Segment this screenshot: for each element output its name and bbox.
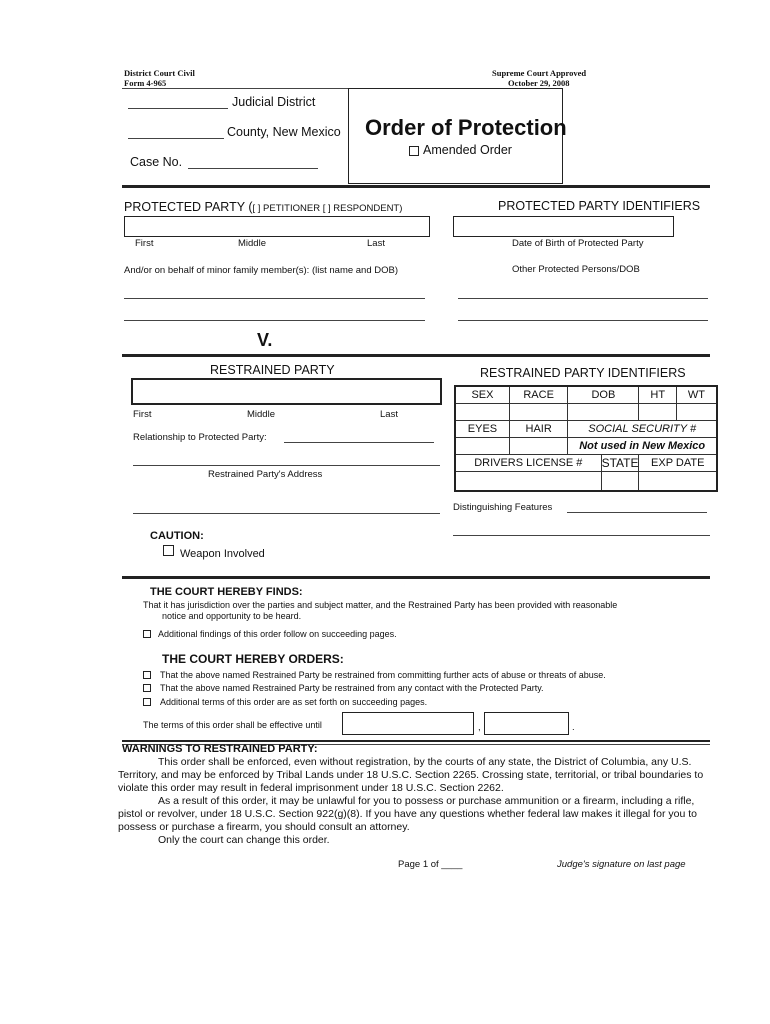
warning-paragraph: Only the court can change this order.	[158, 834, 330, 846]
others-line-2[interactable]	[458, 320, 708, 321]
relationship-line[interactable]	[284, 442, 434, 443]
dl-cell[interactable]	[455, 472, 601, 492]
features-label: Distinguishing Features	[453, 502, 553, 513]
protected-name-field[interactable]	[124, 216, 430, 237]
approved-label: Supreme Court Approved	[492, 68, 587, 78]
exp-cell[interactable]	[639, 472, 717, 492]
features-line-1[interactable]	[567, 512, 707, 513]
address-line-1[interactable]	[133, 465, 440, 466]
orders-heading: THE COURT HEREBY ORDERS:	[162, 652, 344, 666]
warnings-text	[118, 756, 714, 847]
effective-year-field[interactable]	[484, 712, 569, 735]
warning-paragraph: This order shall be enforced, even without registration, by the courts of any state, the District of Columbia, any U.S. Territory, and may be enforced by Tribal Lands under 18 U.S.C. Section 2265. Crossing state, territorial, or tribal boundaries to violate this order may result in federal imprisonment under 18 U.S.C. Section 2262.	[118, 756, 704, 794]
amended-label: Amended Order	[423, 143, 512, 157]
features-line-2[interactable]	[453, 535, 710, 536]
additional-findings-checkbox[interactable]	[143, 630, 151, 638]
page-number: Page 1 of ____	[398, 859, 463, 870]
other-persons-label: Other Protected Persons/DOB	[512, 264, 640, 275]
wt-header: WT	[676, 386, 717, 404]
order-item: That the above named Restrained Party be restrained from any contact with the Protected Party.	[160, 683, 544, 693]
form-number: Form 4-965	[124, 78, 167, 88]
restrained-identifiers-heading: RESTRAINED PARTY IDENTIFIERS	[480, 366, 686, 380]
minor-members-label: And/or on behalf of minor family member(s): (list name and DOB)	[124, 265, 399, 276]
approved-date: October 29, 2008	[508, 78, 570, 88]
ssn-header: SOCIAL SECURITY #	[568, 421, 717, 438]
wt-cell[interactable]	[676, 404, 717, 421]
order-checkbox-2[interactable]	[143, 684, 151, 692]
form-title: Order of Protection	[365, 115, 567, 140]
protected-identifiers-heading: PROTECTED PARTY IDENTIFIERS	[498, 199, 701, 213]
others-line-1[interactable]	[458, 298, 708, 299]
effective-date-field[interactable]	[342, 712, 474, 735]
judicial-district-label: Judicial District	[232, 95, 316, 109]
finds-text-2: notice and opportunity to be heard.	[162, 611, 302, 621]
effective-until-label: The terms of this order shall be effective until	[143, 720, 322, 730]
exp-header: EXP DATE	[639, 455, 717, 472]
restrained-name-field[interactable]	[131, 378, 442, 405]
address-line-2[interactable]	[133, 513, 440, 514]
weapon-checkbox[interactable]	[163, 545, 174, 556]
dl-header: DRIVERS LICENSE #	[455, 455, 601, 472]
hair-cell[interactable]	[509, 438, 567, 455]
race-header: RACE	[509, 386, 567, 404]
order-item: That the above named Restrained Party be restrained from committing further acts of abuse or threats of abuse.	[160, 670, 606, 680]
dob-label: Date of Birth of Protected Party	[512, 238, 644, 249]
warnings-heading: WARNINGS TO RESTRAINED PARTY:	[122, 743, 318, 755]
minor-line-2[interactable]	[124, 320, 425, 321]
ht-cell[interactable]	[639, 404, 677, 421]
dob-cell[interactable]	[568, 404, 639, 421]
first-label: First	[133, 409, 152, 420]
restrained-party-heading: RESTRAINED PARTY	[210, 363, 335, 377]
state-cell[interactable]	[601, 472, 639, 492]
eyes-header: EYES	[455, 421, 509, 438]
eyes-cell[interactable]	[455, 438, 509, 455]
dob-header: DOB	[568, 386, 639, 404]
weapon-label: Weapon Involved	[180, 548, 265, 560]
middle-label: Middle	[238, 238, 266, 249]
finds-text: That it has jurisdiction over the parties and subject matter, and the Restrained Party has been provided with reasonable	[143, 600, 618, 610]
relationship-label: Relationship to Protected Party:	[133, 432, 267, 443]
order-checkbox-3[interactable]	[143, 698, 151, 706]
additional-findings-label: Additional findings of this order follow on succeeding pages.	[158, 629, 397, 639]
case-no-label: Case No.	[130, 155, 183, 169]
ssn-note: Not used in New Mexico	[568, 438, 717, 455]
last-label: Last	[380, 409, 398, 420]
order-checkbox-1[interactable]	[143, 671, 151, 679]
state-header: STATE	[601, 456, 639, 470]
middle-label: Middle	[247, 409, 275, 420]
court-label: District Court Civil	[124, 68, 195, 78]
versus: V.	[257, 330, 273, 350]
finds-heading: THE COURT HEREBY FINDS:	[150, 586, 303, 598]
protected-dob-field[interactable]	[453, 216, 674, 237]
hair-header: HAIR	[509, 421, 567, 438]
address-label: Restrained Party's Address	[208, 469, 323, 480]
identifiers-table	[454, 385, 718, 492]
sex-cell[interactable]	[455, 404, 509, 421]
race-cell[interactable]	[509, 404, 567, 421]
protected-party-heading: PROTECTED PARTY ([ ] PETITIONER [ ] RESPONDENT)	[124, 200, 403, 214]
caution-heading: CAUTION:	[150, 530, 204, 542]
last-label: Last	[367, 238, 385, 249]
signature-note: Judge's signature on last page	[557, 859, 686, 870]
county-label: County, New Mexico	[227, 125, 341, 139]
ht-header: HT	[639, 386, 677, 404]
warning-paragraph: As a result of this order, it may be unlawful for you to possess or purchase ammunition or a firearm, including a rifle, pistol or revolver, under 18 U.S.C. Section 922(g)(8). If you have any questions whether federal law makes it illegal for you to possess or purchase a firearm, you should consult an attorney.	[118, 795, 697, 833]
order-item: Additional terms of this order are as set forth on succeeding pages.	[160, 697, 428, 707]
amended-checkbox[interactable]	[409, 146, 419, 156]
first-label: First	[135, 238, 154, 249]
sex-header: SEX	[455, 386, 509, 404]
minor-line-1[interactable]	[124, 298, 425, 299]
order-of-protection-page: District Court Civil Form 4-965 Supreme Court Approved October 29, 2008 Judicial District County, New Mexico Case No. Order of Protection Amended Order PROTECTED PARTY ([ ] PETITIONER [ ] RESPONDENT) First Middle Last PROTECTED PARTY IDENTIFIERS Date of Birth of Protected Party And/or on behalf of minor family member(s): (list name and DOB) Other Protected Persons/DOB V. RESTRAINED PARTY First Middle Last Relationship to Protected Party: Restrained Party's Address RESTRAINED PARTY IDENTIFIERS SEX RACE DOB HT WT EYES HAIR SOCIAL SECURITY # Not used in New Mexico DRIVERS LICENSE # STATE EXP DATE Distinguishing Features CAUTION: Weapon Involved THE COURT HEREBY FINDS: That it has jurisdiction over the parties and subject matter, and the Restrained Party has been provided with reasonable notice and opportunity to be heard. Additional findings of this order follow on succeeding pages. THE COURT HEREBY ORDERS: That the above named Restrained Party be restrained from committing further acts of abuse or threats of abuse. That the above named Restrained Party be restrained from any contact with the Protected Party. Additional terms of this order are as set forth on succeeding pages. The terms of this order shall be effective until , . WARNINGS TO RESTRAINED PARTY: This order shall be enforced, even without registration, by the courts of any state, the District of Columbia, any U.S. Territory, and may be enforced by Tribal Lands under 18 U.S.C. Section 2265. Crossing state, territorial, or tribal boundaries to violate this order may result in federal imprisonment under 18 U.S.C. Section 2262. As a result of this order, it may be unlawful for you to possess or purchase ammunition or a firearm, including a rifle, pistol or revolver, under 18 U.S.C. Section 922(g)(8). If you have any questions whether federal law makes it illegal for you to possess or purchase a firearm, you should consult an attorney. Only the court can change this order. Page 1 of ____ Judge's signature on last page	[0, 0, 770, 1024]
